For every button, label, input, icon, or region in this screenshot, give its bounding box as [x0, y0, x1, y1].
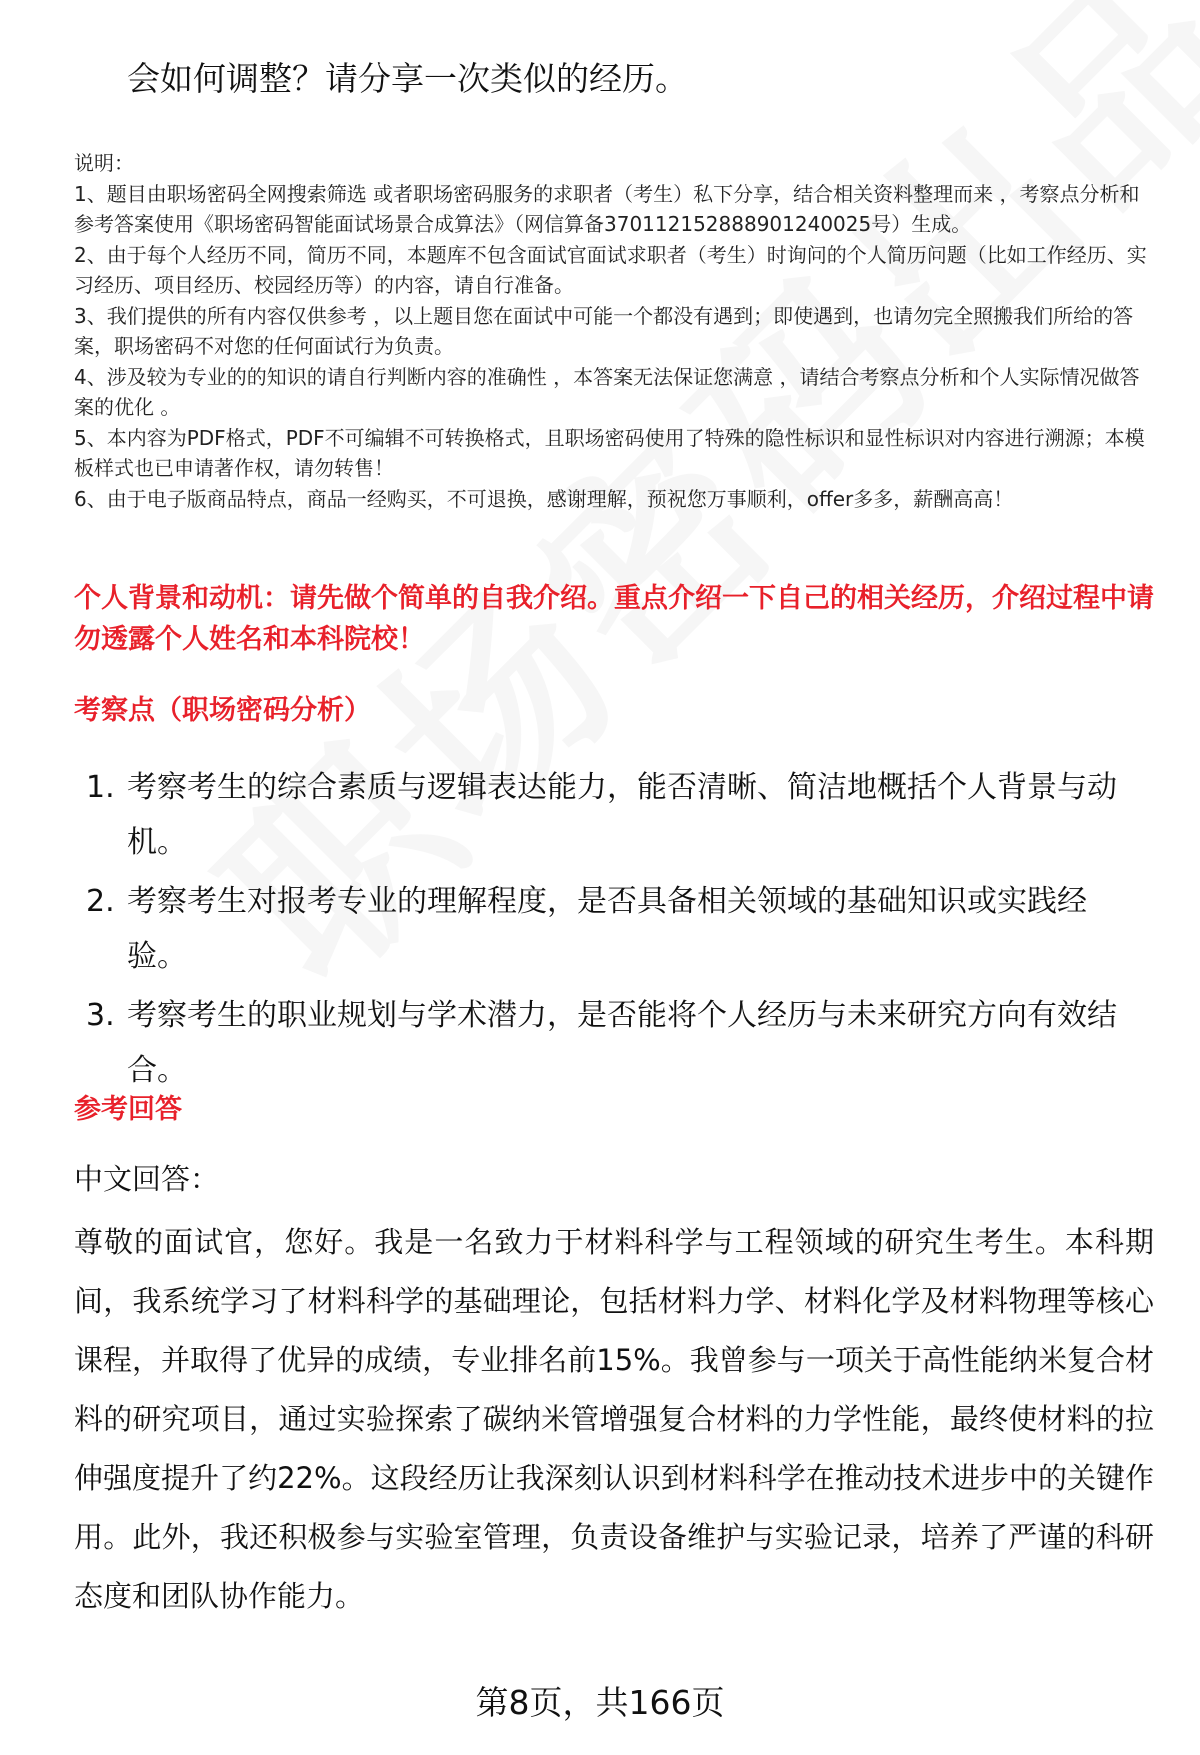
note-item: 6、由于电子版商品特点，商品一经购买，不可退换，感谢理解，预祝您万事顺利，offer多多，薪酬高高！ [74, 486, 1014, 511]
notes-section [74, 148, 1154, 514]
point-number: 1. [86, 770, 115, 805]
analysis-points [74, 760, 1134, 1102]
point-text: 考察考生的职业规划与学术潜力，是否能将个人经历与未来研究方向有效结合。 [127, 998, 1117, 1088]
point-text: 考察考生对报考专业的理解程度，是否具备相关领域的基础知识或实践经验。 [127, 884, 1087, 974]
point-number: 3. [86, 998, 115, 1033]
analysis-point [74, 874, 1134, 984]
answer-label: 中文回答： [74, 1162, 220, 1196]
point-text: 考察考生的综合素质与逻辑表达能力，能否清晰、简洁地概括个人背景与动机。 [127, 770, 1117, 860]
analysis-heading: 考察点（职场密码分析） [74, 695, 371, 726]
question-continuation: 会如何调整？请分享一次类似的经历。 [127, 59, 688, 98]
interview-question: 个人背景和动机：请先做个简单的自我介绍。重点介绍一下自己的相关经历，介绍过程中请勿透露个人姓名和本科院校！ [74, 583, 1154, 655]
answer-text: 尊敬的面试官，您好。我是一名致力于材料科学与工程领域的研究生考生。本科期间，我系统学习了材料科学的基础理论，包括材料力学、材料化学及材料物理等核心课程，并取得了优异的成绩，专业排名前15%。我曾参与一项关于高性能纳米复合材料的研究项目，通过实验探索了碳纳米管增强复合材料的力学性能，最终使材料的拉伸强度提升了约22%。这段经历让我深刻认识到材料科学在推动技术进步中的关键作用。此外，我还积极参与实验室管理，负责设备维护与实验记录，培养了严谨的科研态度和团队协作能力。 [74, 1225, 1154, 1613]
note-item: 5、本内容为PDF格式，PDF不可编辑不可转换格式，且职场密码使用了特殊的隐性标识和显性标识对内容进行溯源；本模板样式也已申请著作权，请勿转售！ [74, 425, 1145, 480]
point-number: 2. [86, 884, 115, 919]
notes-heading: 说明： [74, 151, 134, 175]
page-number: 第8页，共166页 [475, 1683, 725, 1722]
note-item: 4、涉及较为专业的的知识的请自行判断内容的准确性 ，本答案无法保证您满意 ，请结合考察点分析和个人实际情况做答案的优化 。 [74, 364, 1140, 419]
note-item: 2、由于每个人经历不同，简历不同，本题库不包含面试官面试求职者（考生）时询问的个人简历问题（比如工作经历、实习经历、项目经历、校园经历等）的内容，请自行准备。 [74, 242, 1147, 297]
note-item: 3、我们提供的所有内容仅供参考 ，以上题目您在面试中可能一个都没有遇到；即使遇到，也请勿完全照搬我们所给的答案，职场密码不对您的任何面试行为负责。 [74, 303, 1134, 358]
reference-heading: 参考回答 [74, 1094, 182, 1125]
analysis-point [74, 988, 1134, 1098]
note-item: 1、题目由职场密码全网搜索筛选 或者职场密码服务的求职者（考生）私下分享，结合相关资料整理而来 ，考察点分析和参考答案使用《职场密码智能面试场景合成算法》（网信算备370112152888901240025号）生成。 [74, 181, 1140, 236]
analysis-point [74, 760, 1134, 870]
